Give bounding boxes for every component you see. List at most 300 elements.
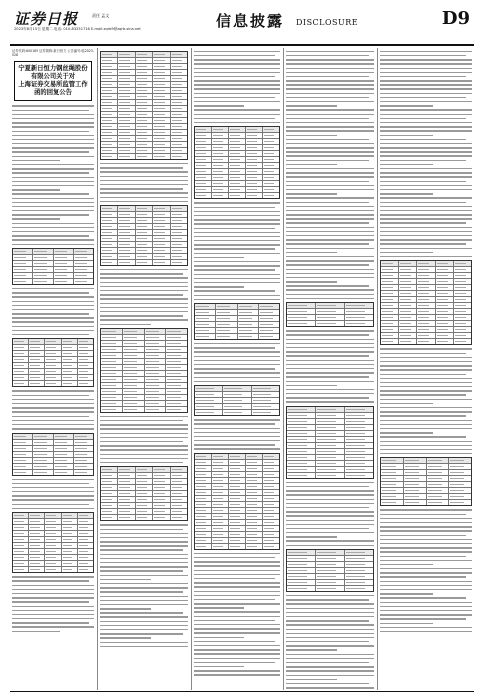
editor-credit: 责任 孟文 <box>92 13 110 18</box>
table-cell <box>171 94 187 99</box>
table-cell <box>345 550 373 555</box>
table-cell <box>45 531 61 536</box>
body-text-block <box>12 288 94 335</box>
table-cell <box>153 94 170 99</box>
table-cell <box>136 106 153 111</box>
table-cell <box>153 254 170 259</box>
table-cell <box>345 303 373 308</box>
table-cell <box>345 461 373 466</box>
text-line <box>380 597 466 598</box>
data-table <box>286 406 374 479</box>
text-line <box>100 600 188 601</box>
table-cell <box>195 466 212 471</box>
table-cell <box>427 488 450 493</box>
text-line <box>12 411 94 412</box>
table-cell <box>118 254 135 259</box>
body-text-block <box>286 51 374 299</box>
table-cell <box>345 407 373 412</box>
masthead <box>10 6 474 44</box>
table-cell <box>417 279 435 284</box>
table-cell <box>153 100 170 105</box>
text-line <box>12 122 94 123</box>
table-cell <box>78 531 93 536</box>
text-line <box>380 248 472 249</box>
text-line <box>286 51 374 52</box>
table-cell <box>118 82 135 87</box>
text-line <box>194 232 280 233</box>
table-cell <box>399 279 417 284</box>
table-cell <box>118 230 135 235</box>
table-cell <box>78 567 93 572</box>
table-cell <box>287 449 316 454</box>
headline-box <box>14 61 92 101</box>
text-line <box>194 591 280 592</box>
table-row <box>195 334 279 339</box>
table-cell <box>101 106 118 111</box>
data-table <box>194 453 280 550</box>
text-line <box>380 581 472 582</box>
text-line <box>286 355 369 356</box>
table-row <box>101 154 187 159</box>
text-line <box>194 347 275 348</box>
table-cell <box>101 142 118 147</box>
text-line <box>194 253 280 254</box>
table-cell <box>229 169 246 174</box>
table-cell <box>118 515 135 520</box>
table-cell <box>216 322 237 327</box>
table-cell <box>212 460 229 465</box>
table-cell <box>74 434 93 439</box>
table-cell <box>263 538 279 543</box>
table-cell <box>454 303 471 308</box>
table-cell <box>229 508 246 513</box>
table-cell <box>101 260 118 265</box>
text-line <box>286 368 374 369</box>
table-cell <box>78 381 93 386</box>
text-line <box>194 51 280 52</box>
table-cell <box>381 494 404 499</box>
text-line <box>12 160 60 161</box>
table-cell <box>153 248 170 253</box>
table-cell <box>171 497 187 502</box>
table-cell <box>136 136 153 141</box>
table-cell <box>246 514 263 519</box>
table-cell <box>45 339 61 344</box>
text-line <box>286 520 374 521</box>
table-cell <box>153 485 170 490</box>
table-row <box>195 410 279 415</box>
table-cell <box>454 267 471 272</box>
table-cell <box>212 472 229 477</box>
text-line <box>194 561 280 562</box>
text-line <box>286 503 374 504</box>
table-cell <box>145 329 167 334</box>
text-line <box>286 248 374 249</box>
table-cell <box>171 130 187 135</box>
text-line <box>100 583 188 584</box>
table-cell <box>316 467 345 472</box>
table-cell <box>195 322 216 327</box>
table-cell <box>13 345 29 350</box>
table-cell <box>399 309 417 314</box>
table-cell <box>287 413 316 418</box>
table-row <box>287 586 373 591</box>
table-cell <box>33 458 53 463</box>
text-line <box>100 570 183 571</box>
table-cell <box>13 261 33 266</box>
table-cell <box>166 371 187 376</box>
body-text-block <box>380 509 472 632</box>
text-line <box>12 499 94 500</box>
table-cell <box>78 513 93 518</box>
table-cell <box>101 353 123 358</box>
text-line <box>286 490 374 491</box>
table-cell <box>101 94 118 99</box>
table-cell <box>287 574 316 579</box>
table-cell <box>62 549 78 554</box>
table-cell <box>118 76 135 81</box>
table-cell <box>212 496 229 501</box>
text-line <box>12 626 94 627</box>
table-cell <box>145 371 167 376</box>
text-line <box>12 313 89 314</box>
text-line <box>286 662 369 663</box>
text-line <box>380 631 472 632</box>
data-table <box>100 51 188 160</box>
table-cell <box>212 502 229 507</box>
table-cell <box>417 261 435 266</box>
text-line <box>380 189 472 190</box>
text-line <box>380 243 466 244</box>
text-line <box>194 351 280 352</box>
table-cell <box>166 407 187 412</box>
table-cell <box>171 88 187 93</box>
table-cell <box>287 556 316 561</box>
table-cell <box>195 478 212 483</box>
table-cell <box>259 322 279 327</box>
body-text-block <box>12 576 94 632</box>
text-line <box>12 231 94 232</box>
table-row <box>101 515 187 520</box>
text-line <box>194 440 280 441</box>
text-line <box>194 97 275 98</box>
text-line <box>286 135 337 136</box>
text-line <box>380 206 472 207</box>
table-cell <box>436 279 454 284</box>
table-cell <box>118 218 135 223</box>
table-cell <box>166 365 187 370</box>
table-cell <box>153 236 170 241</box>
table-cell <box>399 285 417 290</box>
text-line <box>380 547 472 548</box>
table-cell <box>171 467 187 472</box>
table-cell <box>171 479 187 484</box>
table-cell <box>287 586 316 591</box>
text-line <box>286 687 374 688</box>
text-line <box>380 543 472 544</box>
text-line <box>12 576 94 577</box>
table-cell <box>13 567 29 572</box>
text-line <box>380 518 472 519</box>
table-cell <box>212 157 229 162</box>
table-cell <box>287 461 316 466</box>
text-line <box>380 415 466 416</box>
table-cell <box>417 327 435 332</box>
text-line <box>194 84 280 85</box>
table-cell <box>171 106 187 111</box>
text-line <box>286 675 374 676</box>
table-cell <box>29 381 45 386</box>
table-cell <box>153 260 170 265</box>
table-cell <box>229 175 246 180</box>
table-cell <box>195 526 212 531</box>
table-cell <box>101 473 118 478</box>
table-row <box>13 279 93 284</box>
table-cell <box>212 514 229 519</box>
table-cell <box>404 458 427 463</box>
text-line <box>286 372 374 373</box>
table-cell <box>153 88 170 93</box>
table-cell <box>101 395 123 400</box>
table-cell <box>263 496 279 501</box>
text-line <box>380 374 466 375</box>
body-text-block <box>12 390 94 429</box>
text-line <box>286 654 374 655</box>
text-line <box>100 541 188 542</box>
table-cell <box>171 248 187 253</box>
body-text-block <box>286 595 374 690</box>
table-cell <box>171 509 187 514</box>
table-cell <box>166 383 187 388</box>
table-cell <box>13 267 33 272</box>
table-cell <box>263 145 279 150</box>
table-cell <box>118 224 135 229</box>
text-line <box>380 407 472 408</box>
table-cell <box>171 503 187 508</box>
text-line <box>380 93 472 94</box>
body-text-block <box>194 419 280 450</box>
text-line <box>286 243 369 244</box>
table-cell <box>287 321 316 326</box>
table-cell <box>449 476 471 481</box>
table-cell <box>45 567 61 572</box>
text-line <box>380 522 472 523</box>
table-cell <box>136 509 153 514</box>
table-cell <box>13 561 29 566</box>
table-cell <box>118 136 135 141</box>
text-line <box>380 185 472 186</box>
text-line <box>380 55 466 56</box>
text-line <box>380 235 472 236</box>
table-cell <box>252 404 279 409</box>
text-line <box>100 201 188 202</box>
table-cell <box>118 106 135 111</box>
text-line <box>380 556 466 557</box>
text-line <box>286 189 374 190</box>
table-cell <box>345 321 373 326</box>
text-line <box>286 536 337 537</box>
text-line <box>194 295 280 296</box>
table-cell <box>54 267 74 272</box>
table-cell <box>29 345 45 350</box>
table-cell <box>74 458 93 463</box>
table-cell <box>101 124 118 129</box>
table-cell <box>287 568 316 573</box>
text-line <box>380 231 472 232</box>
table-cell <box>171 212 187 217</box>
table-cell <box>449 464 471 469</box>
table-cell <box>166 401 187 406</box>
table-cell <box>118 248 135 253</box>
table-cell <box>195 484 212 489</box>
text-line <box>194 662 275 663</box>
table-cell <box>171 136 187 141</box>
table-cell <box>246 526 263 531</box>
text-line <box>286 616 374 617</box>
table-cell <box>33 255 53 260</box>
table-cell <box>223 386 251 391</box>
text-line <box>380 101 472 102</box>
table-cell <box>101 154 118 159</box>
table-cell <box>118 52 135 57</box>
text-line <box>100 537 188 538</box>
text-line <box>286 494 374 495</box>
text-line <box>380 348 472 349</box>
text-line <box>194 236 280 237</box>
table-cell <box>316 431 345 436</box>
text-line <box>12 177 94 178</box>
text-line <box>194 364 280 365</box>
text-line <box>12 156 94 157</box>
table-cell <box>171 142 187 147</box>
table-cell <box>404 494 427 499</box>
text-line <box>286 105 337 106</box>
text-line <box>286 545 374 546</box>
text-line <box>286 637 374 638</box>
body-text-block <box>194 51 280 124</box>
table-cell <box>287 455 316 460</box>
table-cell <box>123 341 145 346</box>
data-table <box>194 126 280 199</box>
table-cell <box>229 139 246 144</box>
table-cell <box>45 549 61 554</box>
text-line <box>380 76 466 77</box>
text-line <box>286 679 337 680</box>
text-line <box>100 642 188 643</box>
table-cell <box>166 389 187 394</box>
table-cell <box>316 455 345 460</box>
table-cell <box>13 464 33 469</box>
text-line <box>194 211 280 212</box>
table-cell <box>449 494 471 499</box>
text-line <box>100 420 183 421</box>
text-line <box>380 441 472 442</box>
text-line <box>286 214 374 215</box>
text-line <box>286 84 374 85</box>
data-table <box>100 328 188 413</box>
table-cell <box>345 586 373 591</box>
text-line <box>380 126 472 127</box>
text-line <box>194 674 280 675</box>
table-cell <box>263 163 279 168</box>
table-cell <box>229 193 246 198</box>
text-line <box>380 576 466 577</box>
table-cell <box>246 145 263 150</box>
table-cell <box>417 339 435 344</box>
table-cell <box>74 470 93 475</box>
text-line <box>286 499 374 500</box>
text-line <box>286 206 374 207</box>
text-line <box>12 403 94 404</box>
table-cell <box>345 580 373 585</box>
table-cell <box>145 335 167 340</box>
table-cell <box>381 273 399 278</box>
text-line <box>380 399 472 400</box>
text-line <box>286 68 374 69</box>
table-cell <box>33 267 53 272</box>
text-line <box>194 620 275 621</box>
table-cell <box>263 187 279 192</box>
table-cell <box>118 130 135 135</box>
table-cell <box>118 112 135 117</box>
table-cell <box>263 151 279 156</box>
data-table <box>12 248 94 285</box>
text-line <box>100 324 151 325</box>
table-cell <box>45 561 61 566</box>
text-line <box>194 574 280 575</box>
table-cell <box>212 508 229 513</box>
table-cell <box>246 175 263 180</box>
text-line <box>100 637 151 638</box>
table-cell <box>212 532 229 537</box>
table-cell <box>171 515 187 520</box>
text-line <box>194 603 280 604</box>
table-cell <box>436 315 454 320</box>
text-line <box>286 59 374 60</box>
table-cell <box>252 386 279 391</box>
table-cell <box>454 279 471 284</box>
table-cell <box>417 285 435 290</box>
table-cell <box>263 127 279 132</box>
table-cell <box>287 425 316 430</box>
text-line <box>100 596 188 597</box>
text-line <box>380 139 466 140</box>
text-line <box>286 143 374 144</box>
table-cell <box>136 70 153 75</box>
table-row <box>13 567 93 572</box>
text-line <box>194 257 244 258</box>
text-line <box>12 181 94 182</box>
text-line <box>286 197 374 198</box>
table-cell <box>29 357 45 362</box>
text-line <box>380 530 472 531</box>
table-cell <box>118 467 135 472</box>
table-cell <box>246 538 263 543</box>
text-line <box>380 445 472 446</box>
text-line <box>12 164 94 165</box>
table-row <box>195 544 279 549</box>
table-cell <box>417 321 435 326</box>
text-line <box>380 109 472 110</box>
table-cell <box>381 488 404 493</box>
table-cell <box>118 70 135 75</box>
text-line <box>194 448 280 449</box>
table-cell <box>145 407 167 412</box>
table-cell <box>195 304 216 309</box>
text-line <box>286 151 374 152</box>
table-cell <box>287 431 316 436</box>
table-cell <box>29 531 45 536</box>
